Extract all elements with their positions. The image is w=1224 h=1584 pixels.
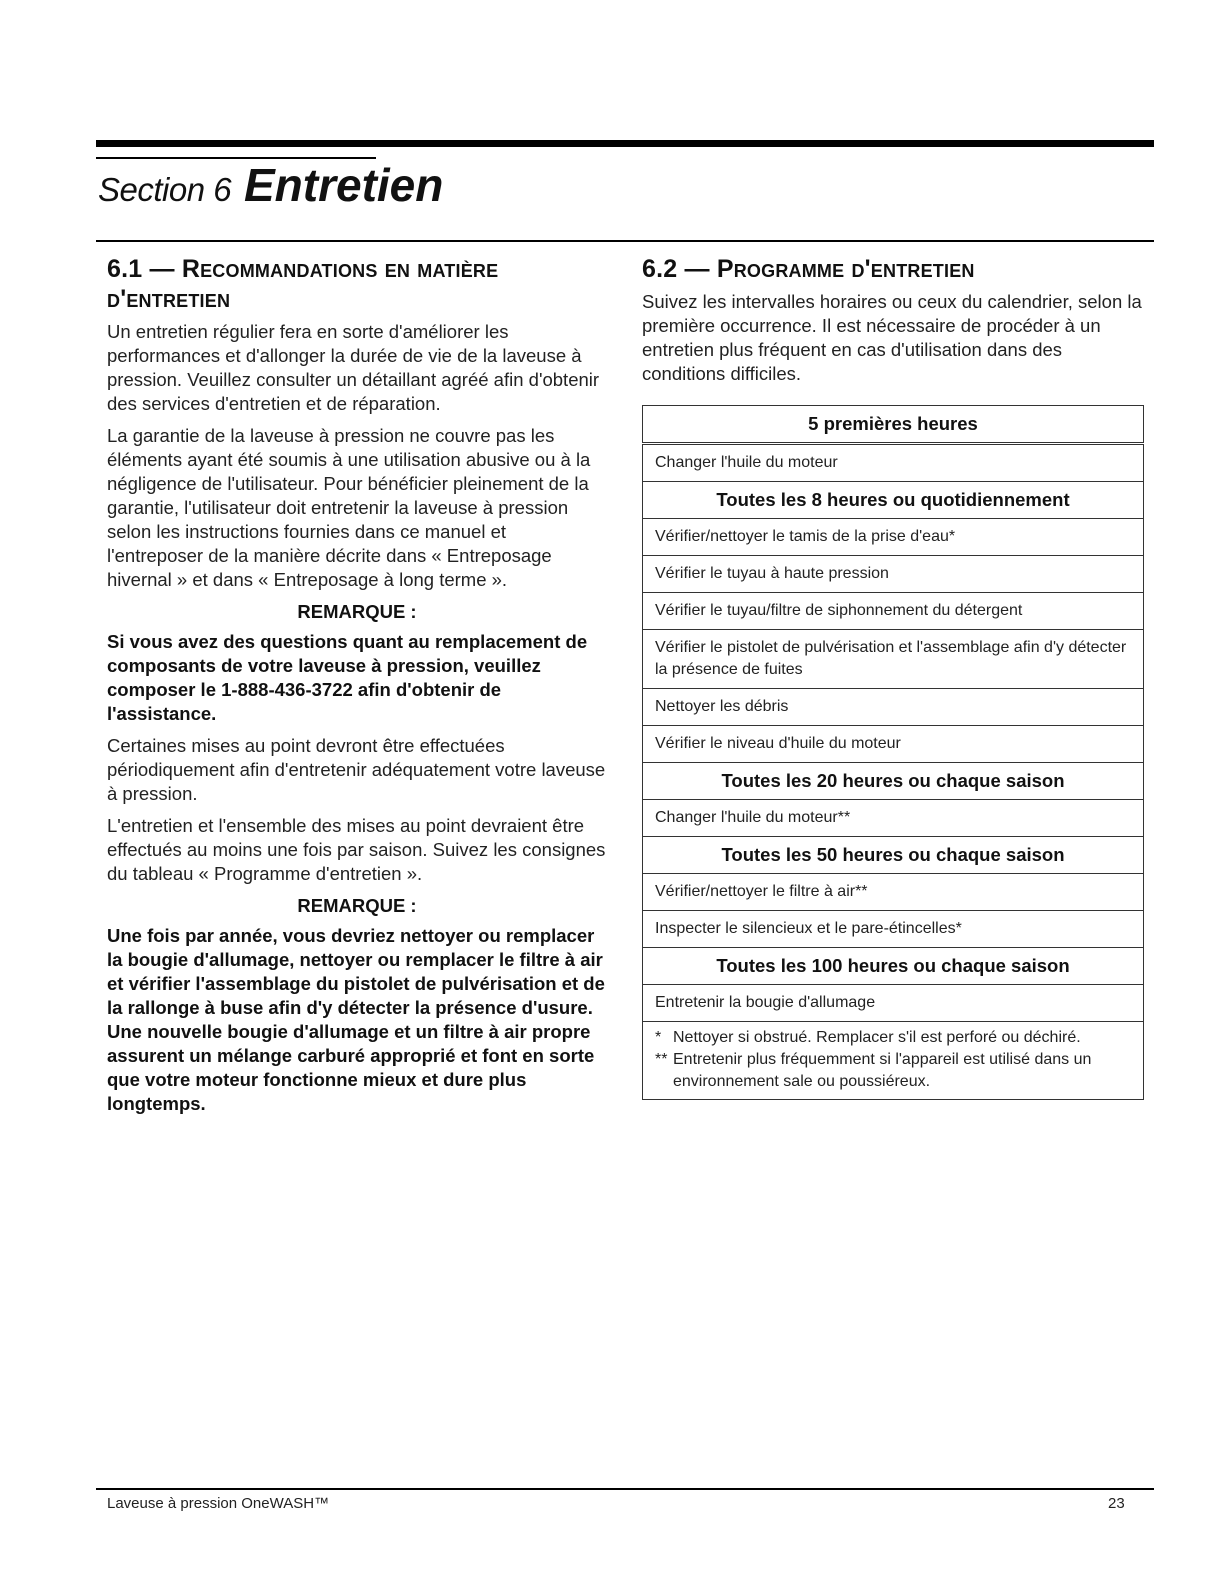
note-2-text: Une fois par année, vous devriez nettoyer ou remplacer la bougie d'allumage, nettoyer ou remplacer le filtre à air et vérifier l'assemblage du pistolet de pulvérisation et de la rallonge à buse afin d'y détecter la présence d'usure. Une nouvelle bougie d'allumage et un filtre à air propre assurent un mélange carburé approprié et font en sorte que votre moteur fonctionne mieux et dure plus longtemps.: [107, 925, 605, 1114]
group-header-8h: Toutes les 8 heures ou quotidiennement: [643, 482, 1144, 519]
footnote-text: Entretenir plus fréquemment si l'appareil est utilisé dans un environnement sale ou poussiéreux.: [673, 1051, 1092, 1090]
note-1-text: Si vous avez des questions quant au remplacement de composants de votre laveuse à pression, veuillez composer le 1-888-436-3722 afin d'obtenir de l'assistance.: [107, 631, 588, 724]
table-row: [643, 985, 1144, 1022]
group-header-100h: Toutes les 100 heures ou chaque saison: [643, 948, 1144, 985]
section-name: Entretien: [243, 159, 444, 211]
task-cell: Vérifier le tuyau/filtre de siphonnement du détergent: [643, 593, 1144, 630]
paragraph-2: La garantie de la laveuse à pression ne couvre pas les éléments ayant été soumis à une utilisation abusive ou à la négligence de l'utilisateur. Pour bénéficier pleinement de la garantie, l'utilisateur doit entretenir la laveuse à pression selon les instructions fournies dans ce manuel et l'entreposer de la manière décrite dans « Entreposage hivernal » et dans « Entreposage à long terme ».: [107, 425, 591, 590]
paragraph-4: L'entretien et l'ensemble des mises au point devraient être effectués au moins une fois par saison. Suivez les consignes du tableau « Programme d'entretien ».: [107, 815, 606, 884]
paragraph-3: Certaines mises au point devront être effectuées périodiquement afin d'entretenir adéquatement votre laveuse à pression.: [107, 735, 606, 804]
table-group-header: [643, 948, 1144, 985]
task-cell: Changer l'huile du moteur: [643, 444, 1144, 482]
task-cell: Changer l'huile du moteur**: [643, 800, 1144, 837]
section-title: [98, 158, 443, 212]
table-row: [643, 726, 1144, 763]
footnotes-cell: [643, 1022, 1144, 1100]
heading-line-2: d'entretien: [107, 285, 231, 313]
heading-line-1: 6.1 — Recommandations en matière: [107, 255, 499, 283]
section-divider: [96, 240, 1154, 242]
footnote-text: Nettoyer si obstrué. Remplacer s'il est perforé ou déchiré.: [673, 1029, 1081, 1046]
footnote-mark: **: [655, 1051, 668, 1068]
task-cell: Vérifier le pistolet de pulvérisation et l'assemblage afin d'y détecter la présence de fuites: [643, 630, 1144, 689]
task-cell: Vérifier le tuyau à haute pression: [643, 556, 1144, 593]
task-cell: Vérifier/nettoyer le filtre à air**: [643, 874, 1144, 911]
table-group-header: [643, 482, 1144, 519]
table-row: [643, 874, 1144, 911]
group-header-50h: Toutes les 50 heures ou chaque saison: [643, 837, 1144, 874]
paragraph-1: Un entretien régulier fera en sorte d'améliorer les performances et d'allonger la durée de vie de la laveuse à pression. Veuillez consulter un détaillant agréé afin d'obtenir des services d'entretien et de réparation.: [107, 321, 600, 414]
maintenance-schedule-table: [642, 405, 1144, 1100]
group-header-20h: Toutes les 20 heures ou chaque saison: [643, 763, 1144, 800]
right-column: [642, 254, 1144, 394]
maintenance-recommendations-heading: [107, 254, 607, 314]
footnote-2: [655, 1049, 1131, 1093]
schedule-intro: Suivez les intervalles horaires ou ceux du calendrier, selon la première occurrence. Il est nécessaire de procéder à un entretien plus fréquent en cas d'utilisation dans des conditions difficiles.: [642, 291, 1142, 384]
table-row: [643, 444, 1144, 482]
group-header-5h: 5 premières heures: [643, 406, 1144, 444]
table-row: [643, 593, 1144, 630]
task-cell: Vérifier le niveau d'huile du moteur: [643, 726, 1144, 763]
task-cell: Inspecter le silencieux et le pare-étincelles*: [643, 911, 1144, 948]
table-row: [643, 689, 1144, 726]
table-row: [643, 630, 1144, 689]
table-footnotes: [643, 1022, 1144, 1100]
table-group-header: [643, 837, 1144, 874]
footnote-mark: *: [655, 1029, 662, 1046]
table-row: [643, 911, 1144, 948]
top-rule: [96, 140, 1154, 147]
table-group-header: [643, 763, 1144, 800]
footer-product: Laveuse à pression OneWASH™: [107, 1495, 330, 1512]
note-2-title: REMARQUE :: [297, 895, 417, 916]
maintenance-schedule-heading: 6.2 — Programme d'entretien: [642, 255, 975, 283]
footer-rule: [96, 1488, 1154, 1490]
page-number: 23: [1108, 1495, 1125, 1512]
table-row: [643, 519, 1144, 556]
task-cell: Entretenir la bougie d'allumage: [643, 985, 1144, 1022]
table-row: [643, 556, 1144, 593]
footnote-1: [655, 1027, 1131, 1049]
section-label: Section 6: [98, 171, 232, 208]
task-cell: Nettoyer les débris: [643, 689, 1144, 726]
left-column: [107, 254, 607, 1124]
table-row: [643, 800, 1144, 837]
note-1-title: REMARQUE :: [297, 601, 417, 622]
task-cell: Vérifier/nettoyer le tamis de la prise d'eau*: [643, 519, 1144, 556]
table-group-header: [643, 406, 1144, 444]
